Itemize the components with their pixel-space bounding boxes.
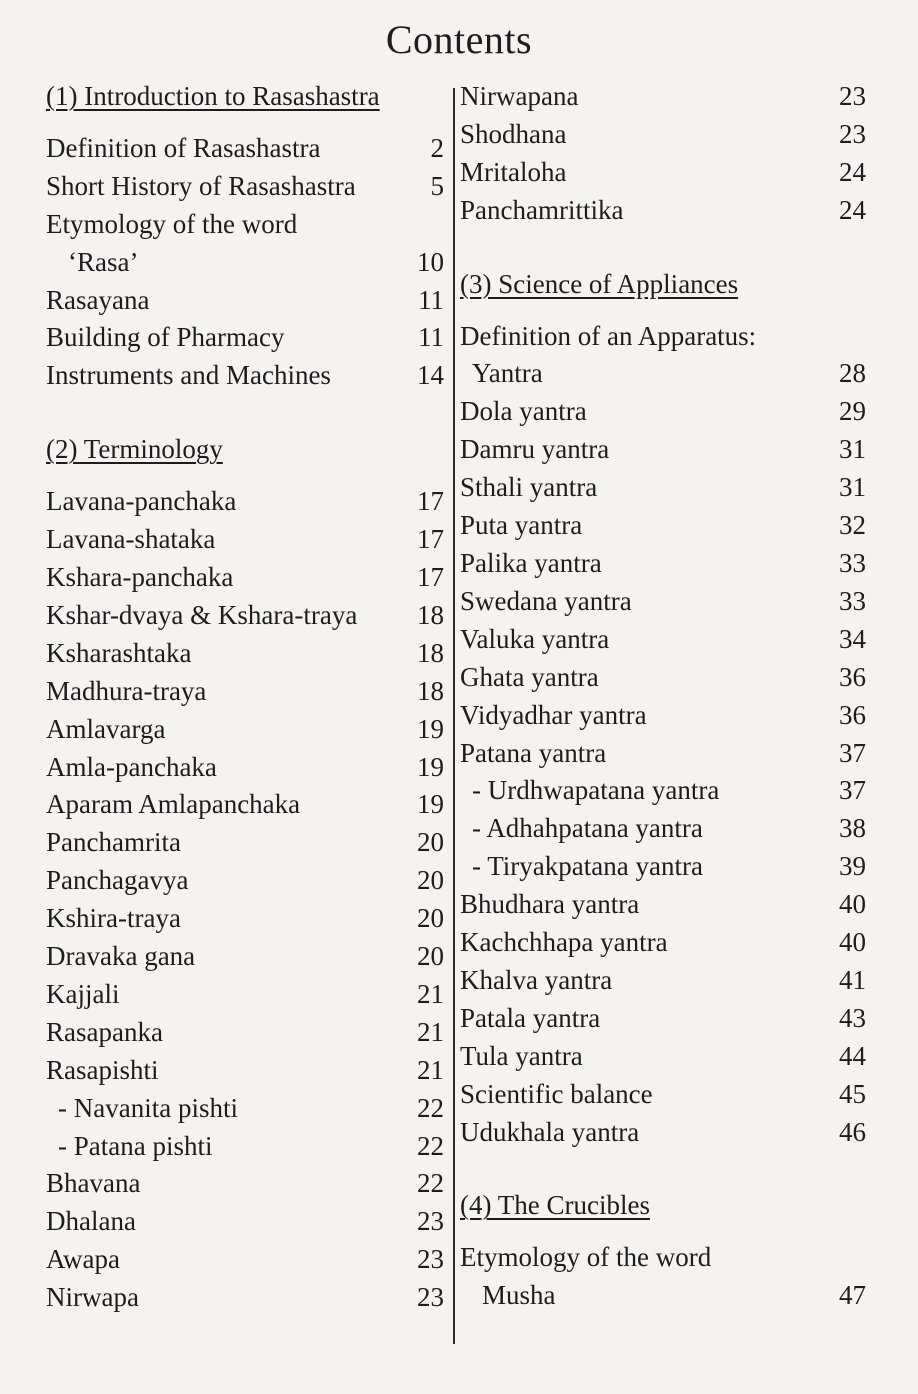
toc-entry-page: 23 <box>839 81 866 111</box>
toc-entry[interactable] <box>460 735 866 773</box>
toc-entry-page: 20 <box>417 827 444 858</box>
toc-entry[interactable] <box>460 154 866 192</box>
toc-entry-title: - Patana pishti <box>58 1130 213 1161</box>
section-heading-terminology[interactable]: (2) Terminology <box>46 434 223 465</box>
toc-entry-page: 21 <box>417 1016 444 1047</box>
toc-entry-page: 14 <box>417 360 444 391</box>
toc-entry-title-line1: Definition of an Apparatus: <box>460 320 757 351</box>
toc-entry-page: 17 <box>417 524 444 555</box>
toc-entry[interactable] <box>46 319 444 357</box>
toc-entry[interactable] <box>460 545 866 583</box>
toc-entry-page: 46 <box>839 1116 866 1147</box>
column-divider <box>453 88 455 1344</box>
toc-entry-page: 23 <box>417 1206 444 1237</box>
toc-entry-title: Panchagavya <box>46 865 189 896</box>
toc-entry-title: Kshira-traya <box>46 903 181 934</box>
toc-entry-page: 10 <box>417 246 444 277</box>
toc-entry[interactable] <box>46 1279 444 1317</box>
toc-entry-page: 34 <box>839 623 866 654</box>
toc-entry-page: 40 <box>839 927 866 958</box>
toc-entry-page: 20 <box>417 941 444 972</box>
toc-entry-page: 22 <box>417 1130 444 1161</box>
toc-entry-title: Nirwapana <box>460 81 579 111</box>
toc-entry-page: 31 <box>839 472 866 503</box>
toc-entry-page: 37 <box>839 775 866 806</box>
toc-entry[interactable] <box>460 393 866 431</box>
toc-entry[interactable] <box>460 116 866 154</box>
toc-entry[interactable] <box>46 559 444 597</box>
toc-entry[interactable] <box>46 282 444 320</box>
toc-entry-page: 23 <box>839 118 866 149</box>
toc-subentry[interactable] <box>460 772 866 810</box>
toc-entry-title-line1: Etymology of the word <box>460 1242 712 1273</box>
toc-entry-page: 24 <box>839 194 866 225</box>
toc-entry[interactable] <box>46 206 444 282</box>
toc-entry-title: Kshar-dvaya & Kshara-traya <box>46 599 358 630</box>
toc-entry-page: 11 <box>418 284 444 315</box>
toc-entry[interactable] <box>46 900 444 938</box>
toc-entry-title: Ksharashtaka <box>46 637 192 668</box>
page-title: Contents <box>385 17 533 62</box>
toc-entry-page: 2 <box>430 132 444 163</box>
toc-entry[interactable] <box>460 318 866 394</box>
toc-entry-title: Shodhana <box>460 118 567 149</box>
toc-entry-page: 45 <box>839 1078 866 1109</box>
toc-entry[interactable] <box>46 597 444 635</box>
toc-entry-title: - Tiryakpatana yantra <box>472 851 703 882</box>
toc-entry-title: Instruments and Machines <box>46 360 331 391</box>
toc-entry-title: Damru yantra <box>460 434 610 465</box>
toc-subentry[interactable] <box>46 1128 444 1166</box>
toc-entry[interactable] <box>460 1000 866 1038</box>
toc-entry-title-line2: Musha <box>482 1280 556 1311</box>
toc-entry[interactable] <box>46 824 444 862</box>
toc-entry[interactable] <box>46 673 444 711</box>
toc-entry-title: Mritaloha <box>460 156 567 187</box>
toc-entry-title: Khalva yantra <box>460 964 613 995</box>
toc-entry[interactable] <box>46 862 444 900</box>
toc-entry[interactable] <box>460 507 866 545</box>
toc-entry-page: 17 <box>417 561 444 592</box>
toc-entry-page: 39 <box>839 851 866 882</box>
toc-entry-page: 31 <box>839 434 866 465</box>
toc-entry-page: 11 <box>418 322 444 353</box>
toc-entry[interactable] <box>46 976 444 1014</box>
toc-entry-title: Awapa <box>46 1244 120 1275</box>
toc-entry-title: Scientific balance <box>460 1078 653 1109</box>
toc-entry-title-line1: Etymology of the word <box>46 208 298 239</box>
toc-entry[interactable] <box>46 711 444 749</box>
toc-entry[interactable] <box>460 659 866 697</box>
toc-entry-page: 33 <box>839 547 866 578</box>
toc-entry-title: Nirwapa <box>46 1282 139 1313</box>
toc-entry-title-line2: ‘Rasa’ <box>68 246 139 277</box>
toc-entry[interactable] <box>46 1014 444 1052</box>
toc-entry-page: 36 <box>839 699 866 730</box>
toc-entry[interactable] <box>460 886 866 924</box>
toc-entry-title: Swedana yantra <box>460 585 632 616</box>
toc-entry-page: 44 <box>839 1040 866 1071</box>
toc-entry-page: 18 <box>417 637 444 668</box>
toc-entry-page: 23 <box>417 1244 444 1275</box>
toc-entry-page: 19 <box>417 713 444 744</box>
toc-entry-title: Vidyadhar yantra <box>460 699 647 730</box>
toc-entry-page: 41 <box>839 964 866 995</box>
toc-entry-title: Short History of Rasashastra <box>46 170 356 201</box>
toc-entry-title: Patana yantra <box>460 737 607 768</box>
toc-entry-title: Puta yantra <box>460 510 583 541</box>
toc-entry[interactable] <box>46 168 444 206</box>
toc-entry-title: Rasayana <box>46 284 150 315</box>
toc-subentry[interactable] <box>460 848 866 886</box>
toc-entry-title: Sthali yantra <box>460 472 598 503</box>
toc-entry-title: Amla-panchaka <box>46 751 217 782</box>
toc-entry-page: 18 <box>417 599 444 630</box>
toc-entry-title: Ghata yantra <box>460 661 599 692</box>
toc-entry-title: Dola yantra <box>460 396 587 427</box>
toc-entry[interactable] <box>46 483 444 521</box>
toc-entry-title: Rasapishti <box>46 1054 159 1085</box>
toc-entry[interactable] <box>460 697 866 735</box>
toc-entry-title: - Urdhwapatana yantra <box>472 775 720 806</box>
toc-entry[interactable] <box>460 1076 866 1114</box>
toc-entry-title: Aparam Amlapanchaka <box>46 789 301 820</box>
toc-entry-title: Panchamrita <box>46 827 181 858</box>
toc-entry-title: Palika yantra <box>460 547 602 578</box>
toc-entry[interactable] <box>460 192 866 230</box>
toc-entry-title: - Navanita pishti <box>58 1092 238 1123</box>
toc-entry[interactable] <box>46 1052 444 1090</box>
toc-entry[interactable] <box>460 962 866 1000</box>
toc-entry-page: 47 <box>839 1280 866 1311</box>
toc-entry[interactable] <box>46 1241 444 1279</box>
toc-entry[interactable] <box>460 469 866 507</box>
toc-entry-title: Dhalana <box>46 1206 136 1237</box>
toc-entry[interactable] <box>46 635 444 673</box>
toc-entry-title: Tula yantra <box>460 1040 583 1071</box>
toc-entry[interactable] <box>460 583 866 621</box>
toc-entry-title: Amlavarga <box>46 713 166 744</box>
toc-entry-page: 22 <box>417 1168 444 1199</box>
toc-entry[interactable] <box>460 1038 866 1076</box>
toc-entry[interactable] <box>460 1239 866 1315</box>
toc-entry-title: Bhudhara yantra <box>460 889 640 920</box>
toc-entry[interactable] <box>460 431 866 469</box>
toc-entry-title: Valuka yantra <box>460 623 610 654</box>
toc-entry-page: 17 <box>417 486 444 517</box>
toc-entry-title: Building of Pharmacy <box>46 322 285 353</box>
toc-entry-title: Panchamrittika <box>460 194 624 225</box>
toc-entry-page: 5 <box>430 170 444 201</box>
toc-entry-page: 19 <box>417 751 444 782</box>
toc-entry-title: Lavana-panchaka <box>46 486 237 517</box>
toc-entry[interactable] <box>460 621 866 659</box>
toc-subentry[interactable] <box>46 1090 444 1128</box>
toc-entry-page: 36 <box>839 661 866 692</box>
toc-entry-page: 40 <box>839 889 866 920</box>
toc-entry-page: 21 <box>417 1054 444 1085</box>
toc-entry-page: 18 <box>417 675 444 706</box>
toc-entry[interactable] <box>46 130 444 168</box>
toc-entry-title-line2: Yantra <box>472 358 543 389</box>
toc-entry-page: 33 <box>839 585 866 616</box>
toc-entry-title: Definition of Rasashastra <box>46 132 321 163</box>
left-column <box>46 78 444 1317</box>
toc-entry[interactable] <box>46 749 444 787</box>
section-heading-crucibles[interactable]: (4) The Crucibles <box>460 1190 650 1221</box>
toc-entry-page: 24 <box>839 156 866 187</box>
toc-entry[interactable] <box>46 1165 444 1203</box>
toc-entry-page: 23 <box>417 1282 444 1313</box>
toc-entry-page: 20 <box>417 903 444 934</box>
toc-entry[interactable] <box>46 938 444 976</box>
toc-entry[interactable] <box>460 78 866 116</box>
toc-entry[interactable] <box>46 521 444 559</box>
toc-entry-title: Madhura-traya <box>46 675 207 706</box>
toc-entry-page: 32 <box>839 510 866 541</box>
toc-entry-title: Rasapanka <box>46 1016 163 1047</box>
toc-entry-title: Kshara-panchaka <box>46 561 234 592</box>
section-heading-appliances[interactable]: (3) Science of Appliances <box>460 268 739 299</box>
toc-entry-page: 38 <box>839 813 866 844</box>
toc-entry-title: Kajjali <box>46 978 120 1009</box>
section-heading-introduction[interactable]: (1) Introduction to Rasashastra <box>46 81 380 111</box>
toc-subentry[interactable] <box>460 810 866 848</box>
toc-entry-title: Kachchhapa yantra <box>460 927 668 958</box>
toc-entry[interactable] <box>46 786 444 824</box>
toc-entry-page: 37 <box>839 737 866 768</box>
toc-entry-page: 29 <box>839 396 866 427</box>
toc-entry-title: Udukhala yantra <box>460 1116 640 1147</box>
toc-entry-page: 22 <box>417 1092 444 1123</box>
toc-entry-page: 20 <box>417 865 444 896</box>
toc-entry-page: 19 <box>417 789 444 820</box>
toc-entry[interactable] <box>46 1203 444 1241</box>
right-column <box>460 78 866 1315</box>
toc-entry-page: 28 <box>839 358 866 389</box>
toc-entry[interactable] <box>460 1114 866 1152</box>
toc-entry-title: Dravaka gana <box>46 941 196 972</box>
toc-entry-page: 43 <box>839 1002 866 1033</box>
toc-entry-title: Lavana-shataka <box>46 524 216 555</box>
toc-entry[interactable] <box>46 357 444 395</box>
toc-entry-title: Bhavana <box>46 1168 141 1199</box>
toc-entry-title: - Adhahpatana yantra <box>472 813 703 844</box>
toc-entry-title: Patala yantra <box>460 1002 601 1033</box>
toc-entry[interactable] <box>460 924 866 962</box>
toc-entry-page: 21 <box>417 978 444 1009</box>
